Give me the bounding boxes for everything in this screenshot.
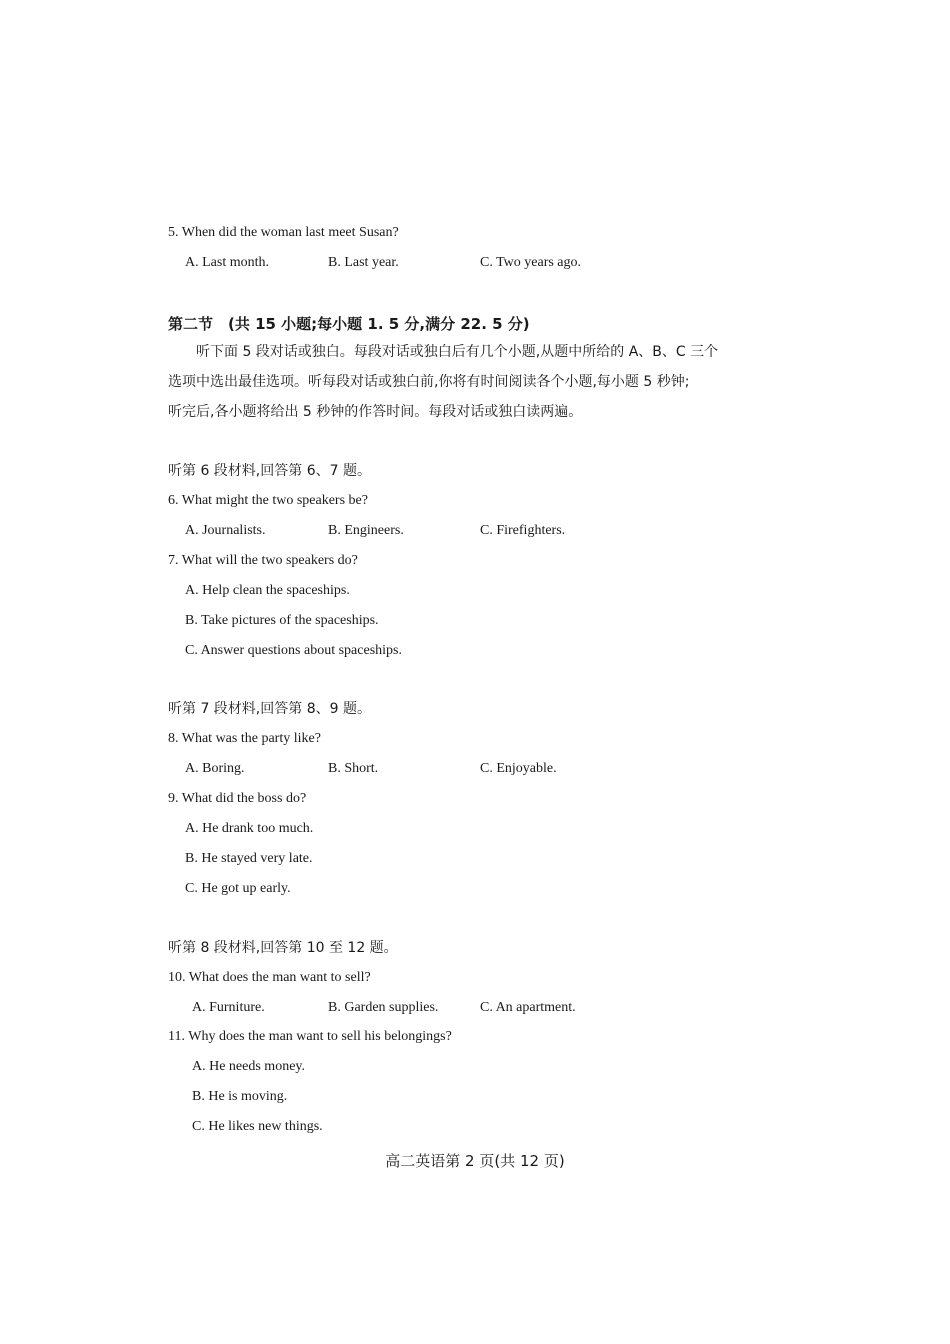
option-b: B. Short.	[328, 761, 379, 776]
group-7-header: 听第 7 段材料,回答第 8、9 题。	[168, 701, 371, 717]
question-7: 7. What will the two speakers do?	[168, 553, 358, 568]
question-11-option-a: A. He needs money.	[192, 1059, 306, 1074]
question-9-option-c: C. He got up early.	[185, 881, 291, 896]
option-c: C. Firefighters.	[480, 523, 566, 538]
question-10-options	[192, 999, 692, 1017]
question-10: 10. What does the man want to sell?	[168, 970, 371, 985]
instructions-line-3: 听完后,各小题将给出 5 秒钟的作答时间。每段对话或独白读两遍。	[168, 404, 583, 420]
question-6: 6. What might the two speakers be?	[168, 493, 368, 508]
group-8-header: 听第 8 段材料,回答第 10 至 12 题。	[168, 940, 398, 956]
question-9: 9. What did the boss do?	[168, 791, 307, 806]
question-11: 11. Why does the man want to sell his belongings?	[168, 1029, 452, 1044]
question-7-option-a: A. Help clean the spaceships.	[185, 583, 350, 598]
option-b: B. Last year.	[328, 255, 399, 270]
question-11-option-b: B. He is moving.	[192, 1089, 288, 1104]
option-a: A. Furniture.	[192, 1000, 265, 1015]
question-5: 5. When did the woman last meet Susan?	[168, 225, 399, 240]
section-title: 第二节 (共 15 小题;每小题 1. 5 分,满分 22. 5 分)	[168, 315, 530, 333]
group-6-header: 听第 6 段材料,回答第 6、7 题。	[168, 463, 371, 479]
question-8-options	[185, 760, 685, 778]
question-5-options	[185, 254, 685, 272]
page-footer: 高二英语第 2 页(共 12 页)	[385, 1152, 565, 1170]
option-a: A. Boring.	[185, 761, 245, 776]
option-b: B. Engineers.	[328, 523, 404, 538]
option-c: C. Two years ago.	[480, 255, 582, 270]
option-a: A. Journalists.	[185, 523, 266, 538]
question-6-options	[185, 522, 685, 540]
question-11-option-c: C. He likes new things.	[192, 1119, 323, 1134]
question-7-option-b: B. Take pictures of the spaceships.	[185, 613, 379, 628]
question-9-option-a: A. He drank too much.	[185, 821, 314, 836]
question-7-option-c: C. Answer questions about spaceships.	[185, 643, 402, 658]
question-8: 8. What was the party like?	[168, 731, 321, 746]
instructions-line-2: 选项中选出最佳选项。听每段对话或独白前,你将有时间阅读各个小题,每小题 5 秒钟;	[168, 374, 690, 390]
question-9-option-b: B. He stayed very late.	[185, 851, 313, 866]
instructions-line-1: 听下面 5 段对话或独白。每段对话或独白后有几个小题,从题中所给的 A、B、C 三个	[168, 344, 719, 360]
option-a: A. Last month.	[185, 255, 269, 270]
option-b: B. Garden supplies.	[328, 1000, 439, 1015]
option-c: C. Enjoyable.	[480, 761, 557, 776]
option-c: C. An apartment.	[480, 1000, 576, 1015]
